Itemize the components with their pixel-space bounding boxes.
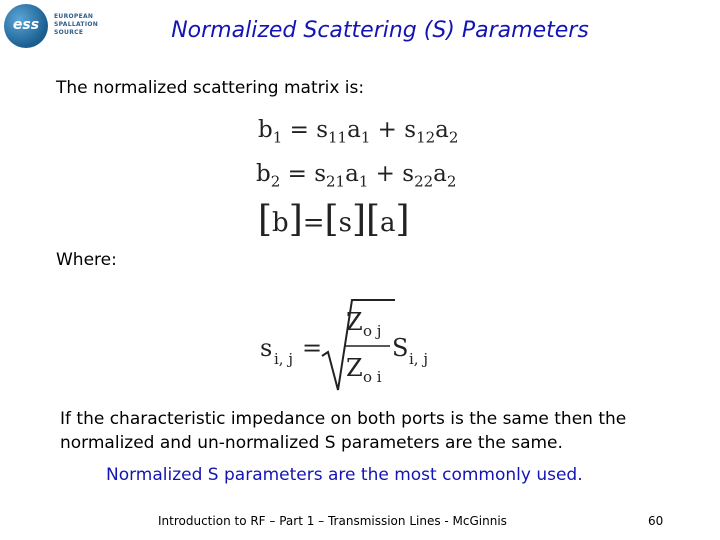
formula-lhs-sub: i, j [274, 350, 293, 368]
equation-2: $b_2 = s_{21}a_1 + s_{22}a_2$ [256, 161, 457, 191]
note-text: Normalized S parameters are the most commonly used. [106, 465, 583, 485]
paragraph: If the characteristic impedance on both ports is the same then the normalized and un-normalized S parameters are the same. [60, 409, 627, 453]
formula-numerator-sub: o j [363, 322, 382, 340]
formula-lhs: s [260, 334, 273, 362]
normalization-formula [260, 298, 460, 398]
formula-numerator: Z [346, 308, 363, 336]
logo-mark: ess [12, 17, 40, 33]
intro-text: The normalized scattering matrix is: [56, 78, 365, 98]
matrix-equation: [b]=[s][a] [258, 199, 410, 240]
logo-text: EUROPEAN SPALLATION SOURCE [54, 13, 99, 36]
formula-denominator-sub: o i [363, 368, 382, 386]
footer-text: Introduction to RF – Part 1 – Transmission Lines - McGinnis [158, 514, 507, 528]
formula-equals: = [302, 334, 323, 362]
equation-1: $b_1 = s_{11}a_1 + s_{12}a_2$ [258, 117, 459, 147]
slide-title: Normalized Scattering (S) Parameters [171, 18, 589, 43]
formula-denominator: Z [346, 354, 363, 382]
page-number: 60 [648, 514, 664, 528]
where-label: Where: [56, 250, 117, 270]
formula-rhs-sub: i, j [409, 350, 428, 368]
formula-rhs: S [392, 334, 409, 362]
